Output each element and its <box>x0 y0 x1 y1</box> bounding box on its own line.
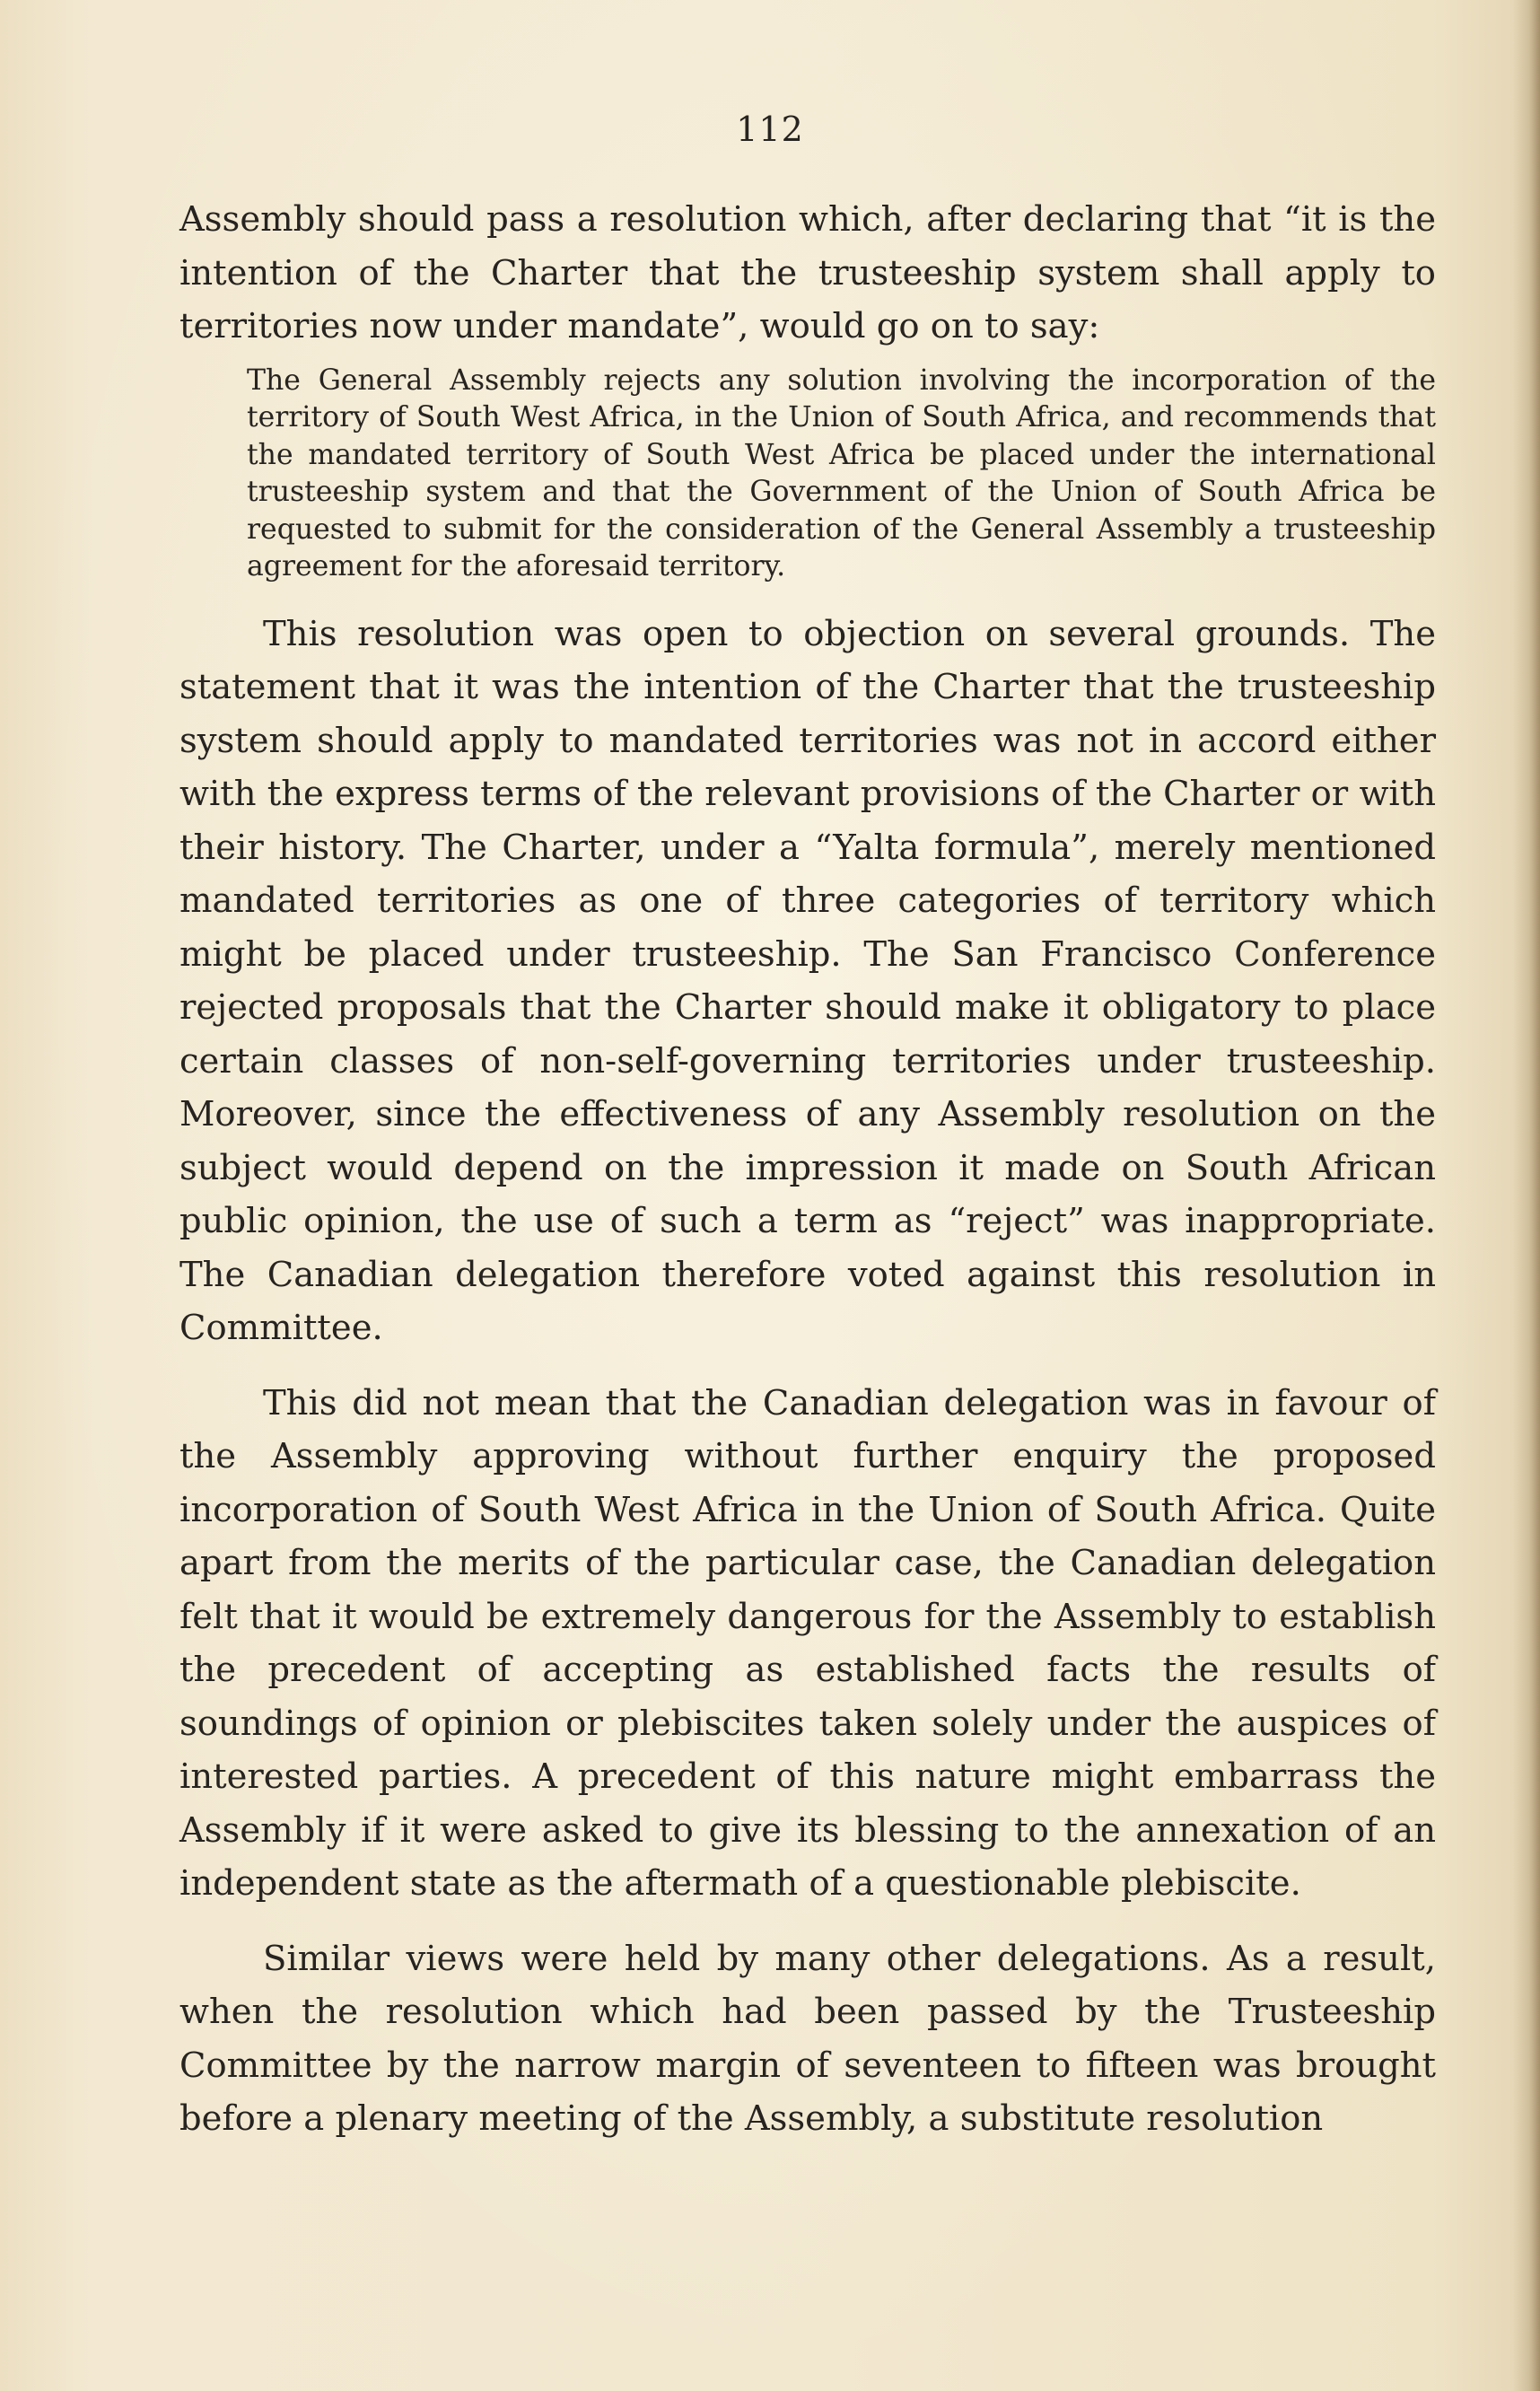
paragraph-precedent: This did not mean that the Canadian delegation was in favour of the Assembly approving without further enquiry the proposed incorporation of South West Africa in the Union of South Africa. Quite apart from the merits of the particular case, the Canadian delegation felt that it would be extremely dangerous for the Assembly to establish the precedent of accepting as established facts the results of soundings of opinion or plebiscites taken solely under the auspices of interested parties. A precedent of this nature might embarrass the Assembly if it were asked to give its blessing to the annexation of an independent state as the aftermath of a questionable plebiscite. <box>179 1382 1436 1904</box>
page-number: 112 <box>736 109 804 149</box>
block-quote-resolution: The General Assembly rejects any solution involving the incorporation of the territory of South West Africa, in the Union of South Africa, and recommends that the mandated territory of South West Africa be placed under the international trusteeship system and that the Government of the Union of South Africa be requested to submit for the consideration of the General Assembly a trusteeship agreement for the aforesaid territory. <box>247 363 1436 582</box>
paragraph-gap <box>179 586 1436 608</box>
paragraph-gap <box>179 1355 1436 1377</box>
paragraph-similar-views: Similar views were held by many other delegations. As a result, when the resolution which had been passed by the Trusteeship Committee by the narrow margin of seventeen to fifteen was brought before a plenary meeting of the Assembly, a substitute resolution <box>179 1938 1436 2139</box>
page-edge-shadow <box>1513 0 1540 2391</box>
paragraph-objection: This resolution was open to objection on several grounds. The statement that it was the intention of the Charter that the trusteeship system should apply to mandated territories was not in accord either with the express terms of the relevant provisions of the Charter or with their history. The Charter, under a “Yalta formula”, merely mentioned mandated territories as one of three categories of territory which might be placed under trusteeship. The San Francisco Conference rejected proposals that the Charter should make it obligatory to place certain classes of non-self-governing territories under trusteeship. Moreover, since the effectiveness of any Assembly resolution on the subject would depend on the impression it made on South African public opinion, the use of such a term as “reject” was inappropriate. The Canadian delegation therefore voted against this resolution in Committee. <box>179 613 1436 1348</box>
paragraph-continuation: Assembly should pass a resolution which, after declaring that “it is the intention of the Charter that the trusteeship system shall apply to territories now under mandate”, would go on to say: <box>179 199 1436 346</box>
paragraph-gap <box>179 1911 1436 1932</box>
page-body <box>179 193 1436 2146</box>
